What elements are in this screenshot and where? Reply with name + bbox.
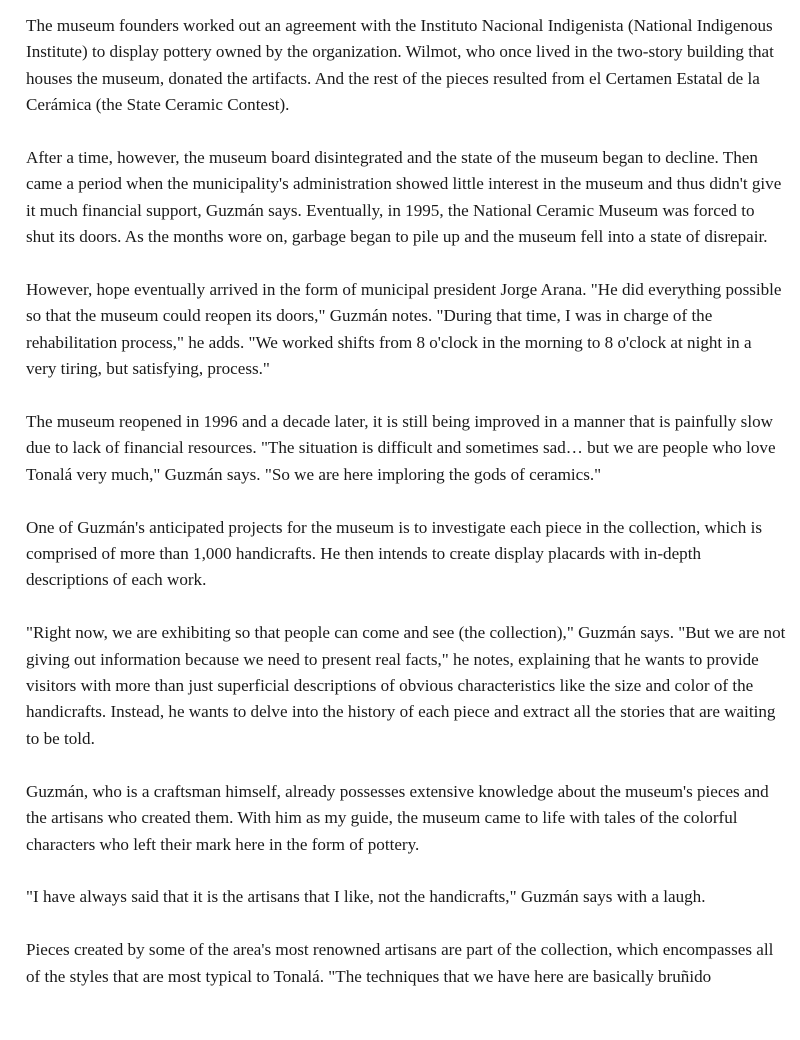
paragraph: After a time, however, the museum board disintegrated and the state of the museum began to decline. Then came a period when the municipality's administration showed little interest in the museum and thus didn't give it much financial support, Guzmán says. Eventually, in 1995, the National Ceramic Museum was forced to shut its doors. As the months wore on, garbage began to pile up and the museum fell into a state of disrepair.: [26, 148, 782, 247]
paragraph: The museum founders worked out an agreement with the Instituto Nacional Indigenista (National Indigenous Institute) to display pottery owned by the organization. Wilmot, who once lived in the two-story building that houses the museum, donated the artifacts. And the rest of the pieces resulted from el Certamen Estatal de la Cerámica (the State Ceramic Contest).: [26, 16, 774, 115]
article-body: [26, 13, 786, 1016]
paragraph: However, hope eventually arrived in the form of municipal president Jorge Arana. "He did everything possible so that the museum could reopen its doors," Guzmán notes. "During that time, I was in charge of the rehabilitation process," he adds. "We worked shifts from 8 o'clock in the morning to 8 o'clock at night in a very tiring, but satisfying, process.": [26, 280, 782, 379]
paragraph: Pieces created by some of the area's most renowned artisans are part of the collection, which encompasses all of the styles that are most typical to Tonalá. "The techniques that we have here are basically bruñido: [26, 940, 774, 986]
paragraph: One of Guzmán's anticipated projects for the museum is to investigate each piece in the collection, which is comprised of more than 1,000 handicrafts. He then intends to create display placards with in-depth descriptions of each work.: [26, 517, 762, 590]
paragraph: The museum reopened in 1996 and a decade later, it is still being improved in a manner that is painfully slow due to lack of financial resources. "The situation is difficult and sometimes sad… but we are people who love Tonalá very much," Guzmán says. "So we are here imploring the gods of ceramics.": [26, 412, 776, 484]
paragraph: Guzmán, who is a craftsman himself, already possesses extensive knowledge about the museum's pieces and the artisans who created them. With him as my guide, the museum came to life with tales of the colorful characters who left their mark here in the form of pottery.: [26, 781, 769, 854]
paragraph: "I have always said that it is the artisans that I like, not the handicrafts," Guzmán says with a laugh.: [26, 887, 706, 907]
paragraph: "Right now, we are exhibiting so that people can come and see (the collection)," Guzmán says. "But we are not giving out information because we need to present real facts," he notes, explaining that he wants to provide visitors with more than just superficial descriptions of obvious characteristics like the size and color of the handicrafts. Instead, he wants to delve into the history of each piece and extract all the stories that are waiting to be told.: [26, 623, 786, 748]
